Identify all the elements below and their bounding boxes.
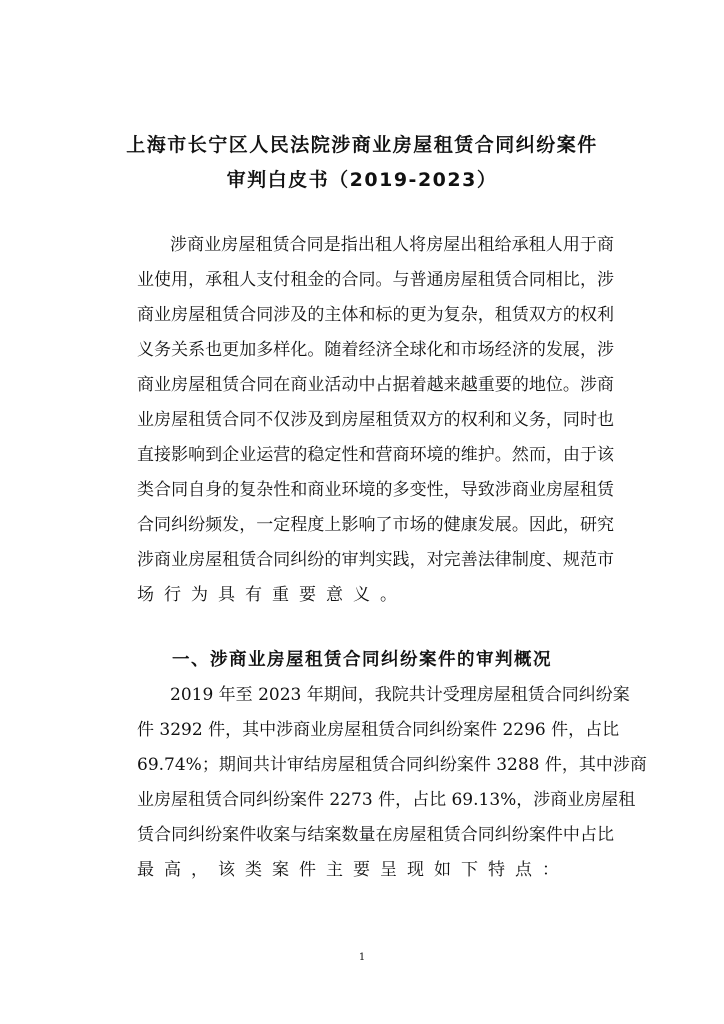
paragraph-line: 最高，该类案件主要呈现如下特点： <box>137 860 569 880</box>
section-heading: 一、涉商业房屋租赁合同纠纷案件的审判概况 <box>172 650 552 670</box>
paragraph-line: 商业房屋租赁合同涉及的主体和标的更为复杂，租赁双方的权利 <box>137 305 614 325</box>
paragraph-line: 涉商业房屋租赁合同纠纷的审判实践，对完善法律制度、规范市 <box>137 550 614 570</box>
paragraph-line: 合同纠纷频发，一定程度上影响了市场的健康发展。因此，研究 <box>137 515 614 535</box>
paragraph-line: 业使用，承租人支付租金的合同。与普通房屋租赁合同相比，涉 <box>137 270 614 290</box>
paragraph-line: 69.74%；期间共计审结房屋租赁合同纠纷案件 3288 件，其中涉商 <box>137 755 647 775</box>
paragraph-line: 类合同自身的复杂性和商业环境的多变性，导致涉商业房屋租赁 <box>137 480 614 500</box>
paragraph-line: 义务关系也更加多样化。随着经济全球化和市场经济的发展，涉 <box>137 340 614 360</box>
paragraph-line: 场行为具有重要意义。 <box>137 585 407 605</box>
paragraph-line: 件 3292 件，其中涉商业房屋租赁合同纠纷案件 2296 件，占比 <box>137 720 620 740</box>
page-number: 1 <box>358 952 366 963</box>
paragraph-line: 涉商业房屋租赁合同是指出租人将房屋出租给承租人用于商 <box>170 235 614 255</box>
document-title-line-2: 审判白皮书（2019-2023） <box>226 169 498 191</box>
paragraph-line: 赁合同纠纷案件收案与结案数量在房屋租赁合同纠纷案件中占比 <box>137 825 614 845</box>
paragraph-line: 业房屋租赁合同不仅涉及到房屋租赁双方的权利和义务，同时也 <box>137 410 614 430</box>
paragraph-line: 2019 年至 2023 年期间，我院共计受理房屋租赁合同纠纷案 <box>170 685 630 705</box>
paragraph-line: 商业房屋租赁合同在商业活动中占据着越来越重要的地位。涉商 <box>137 375 614 395</box>
paragraph-line: 直接影响到企业运营的稳定性和营商环境的维护。然而，由于该 <box>137 445 614 465</box>
paragraph-line: 业房屋租赁合同纠纷案件 2273 件，占比 69.13%，涉商业房屋租 <box>137 790 636 810</box>
document-title-line-1: 上海市长宁区人民法院涉商业房屋租赁合同纠纷案件 <box>126 134 598 156</box>
